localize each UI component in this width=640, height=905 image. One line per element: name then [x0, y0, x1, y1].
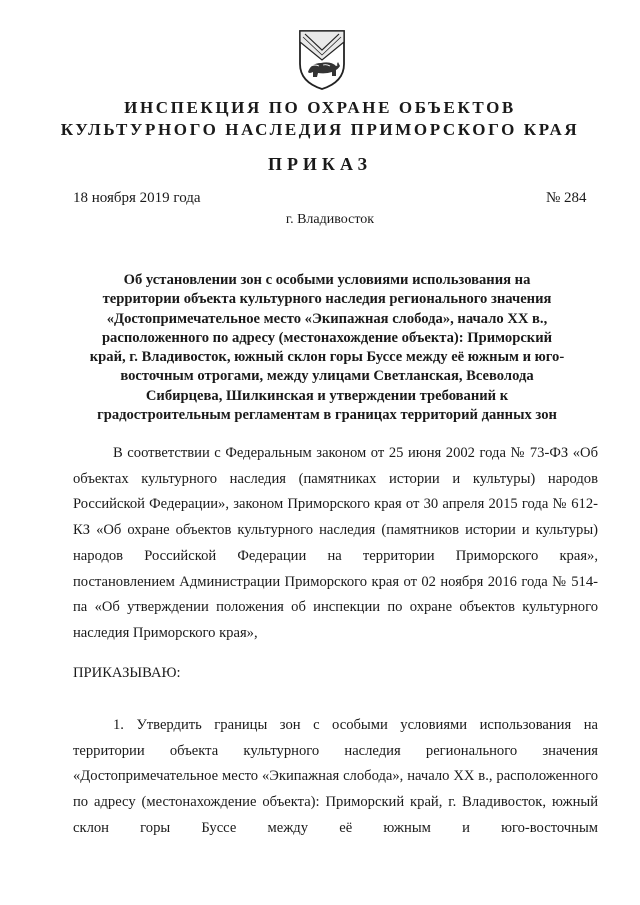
order-number: № 284: [546, 190, 587, 206]
order-item-1: 1. Утвердить границы зон с особыми условиями использования на территории объекта культурного наследия регионального значения «Достопримечательное место «Экипажная слобода», начало XX в., расположенного по адресу (местонахождение объекта): Приморский край, г. Владивосток, южный склон горы Буссе между её южным и юго-восточным: [73, 717, 598, 836]
order-directive-word: ПРИКАЗЫВАЮ:: [73, 665, 181, 681]
organization-name-line-1: ИНСПЕКЦИЯ ПО ОХРАНЕ ОБЪЕКТОВ: [124, 98, 516, 117]
document-type-title: ПРИКАЗ: [267, 154, 373, 174]
order-subject-title: Об установлении зон с особыми условиями использования на территории объекта культурного наследия регионального значения «Достопримечательное место «Экипажная слобода», начало XX в., расположенного по адресу (местонахождение объекта): Приморский край, г. Владивосток, южный склон горы Буссе между её южным и юго-восточным отрогами, между улицами Светланская, Всеволода Сибирцева, Шилкинская и утверждении требований к градостроительным регламентам в границах территорий данных зон: [89, 272, 565, 424]
order-city: г. Владивосток: [285, 212, 375, 227]
organization-name-line-2: КУЛЬТУРНОГО НАСЛЕДИЯ ПРИМОРСКОГО КРАЯ: [60, 120, 580, 139]
primorsky-krai-coat-of-arms-icon: [297, 28, 347, 92]
order-date: 18 ноября 2019 года: [73, 190, 201, 206]
preamble-paragraph: В соответствии с Федеральным законом от 25 июня 2002 года № 73-ФЗ «Об объектах культурного наследия (памятниках истории и культуры) народов Российской Федерации», законом Приморского края от 30 апреля 2015 года № 612-КЗ «Об охране объектов культурного наследия (памятников истории и культуры) народов Российской Федерации на территории Приморского края», постановлением Администрации Приморского края от 02 ноября 2016 года № 514-па «Об утверждении положения об инспекции по охране объектов культурного наследия Приморского края»,: [73, 445, 598, 641]
